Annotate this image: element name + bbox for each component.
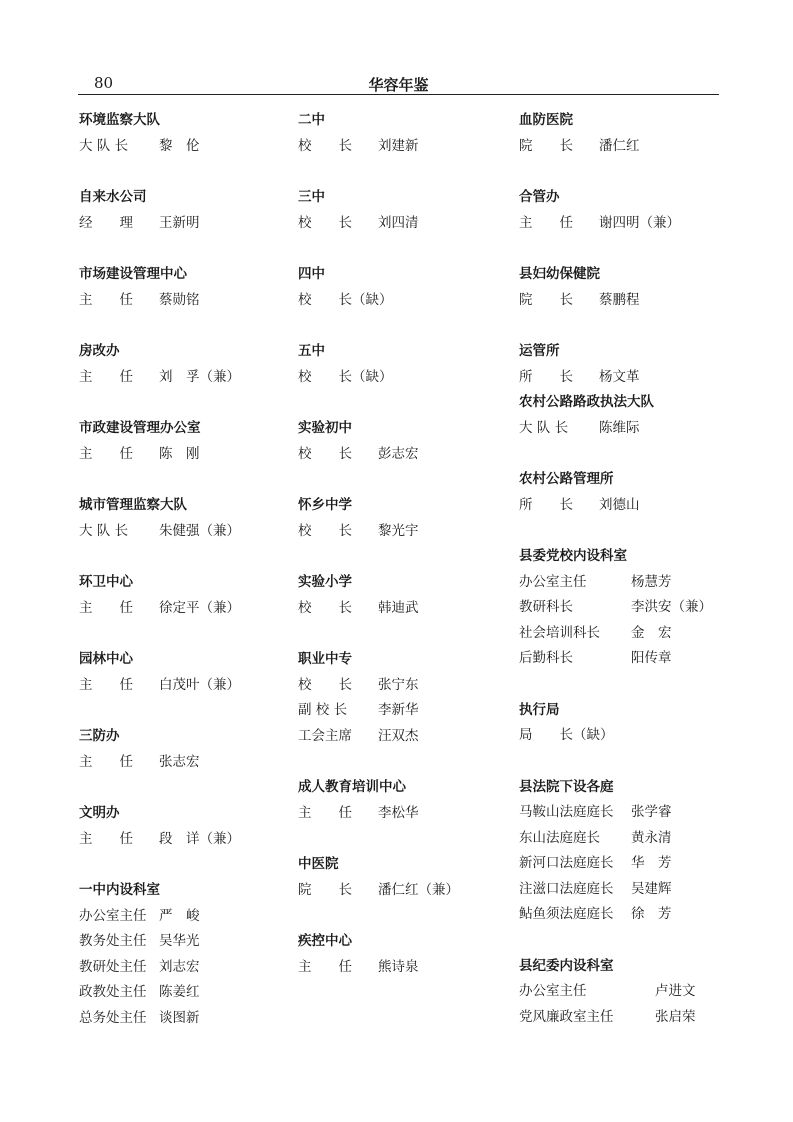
staff-name: 杨文革 [599,368,640,385]
staff-row [519,288,734,314]
staff-row [79,134,294,160]
staff-row [298,211,513,237]
staff-name: 吴华光 [159,933,200,949]
staff-role: 东山法庭庭长 [519,829,600,846]
staff-row [79,596,294,622]
staff-name: 张宁东 [378,676,419,693]
staff-name: 谢四明（兼） [599,214,680,231]
staff-role: 主 任 [79,599,133,616]
org-title: 血防医院 [519,112,573,128]
staff-role: 办公室主任 [519,573,587,590]
org-title: 农村公路管理所 [519,471,614,487]
org-section [519,185,734,236]
staff-row [79,750,294,776]
org-section [298,647,513,749]
staff-role: 新河口法庭庭长 [519,855,614,871]
org-section [519,262,734,313]
staff-role: 校 长（缺） [298,368,393,385]
column-2 [298,108,513,1006]
org-section [79,647,294,698]
staff-row [519,877,734,903]
staff-row [519,800,734,826]
staff-role: 教研处主任 [79,958,147,975]
staff-role: 注滋口法庭庭长 [519,880,614,897]
staff-row [79,519,294,545]
org-title: 自来水公司 [79,189,147,205]
staff-name: 朱健强（兼） [159,522,240,539]
staff-name: 徐 芳 [631,906,672,922]
staff-name: 李松华 [378,804,419,821]
org-title: 县纪委内设科室 [519,957,614,974]
column-1 [79,108,294,1057]
staff-row [298,698,513,724]
staff-row [79,365,294,391]
staff-row [79,1006,294,1032]
staff-role: 校 长 [298,599,352,616]
org-section [79,493,294,544]
staff-name: 段 详（兼） [159,830,240,847]
staff-role: 主 任 [79,830,133,847]
staff-row [298,288,513,314]
staff-name: 黎 伦 [159,137,200,154]
staff-row [519,646,734,672]
staff-name: 汪双杰 [378,727,419,744]
staff-role: 校 长 [298,522,352,539]
staff-role: 办公室主任 [79,907,147,924]
staff-row [519,723,734,749]
staff-role: 教研科长 [519,599,573,615]
staff-row [519,1005,734,1031]
staff-role: 党风廉政室主任 [519,1008,614,1025]
page-number: 80 [94,74,114,92]
staff-name: 刘志宏 [159,958,200,975]
staff-row [519,902,734,928]
org-section [79,724,294,775]
staff-name: 韩迪武 [378,599,419,616]
org-title: 县法院下设各庭 [519,778,614,795]
org-section [79,262,294,313]
org-title: 市政建设管理办公室 [79,420,201,436]
org-section [79,570,294,621]
staff-name: 吴建辉 [631,880,672,897]
staff-name: 徐定平（兼） [159,599,240,616]
staff-name: 陈维际 [599,419,640,436]
staff-row [298,878,513,904]
org-title: 县委党校内设科室 [519,548,627,564]
org-section [519,954,734,1031]
org-title: 实验小学 [298,574,352,590]
staff-role: 大 队 长 [519,419,569,436]
staff-name: 刘 孚（兼） [159,368,240,385]
org-section [519,775,734,928]
staff-role: 主 任 [79,368,133,385]
org-title: 成人教育培训中心 [298,779,406,795]
staff-name: 王新明 [159,214,200,231]
staff-role: 教务处主任 [79,933,147,949]
staff-name: 黎光宇 [378,522,419,539]
staff-role: 后勤科长 [519,650,573,666]
staff-role: 校 长 [298,445,352,462]
org-section [519,108,734,159]
staff-role: 主 任 [79,445,133,462]
staff-role: 主 任 [298,958,352,975]
org-section [298,416,513,467]
org-title: 运管所 [519,343,560,359]
staff-role: 马鞍山法庭庭长 [519,804,614,820]
staff-name: 张学睿 [631,804,672,820]
org-section [519,390,734,441]
staff-row [298,673,513,699]
org-title: 合管办 [519,189,560,205]
staff-row [79,288,294,314]
staff-row [519,595,734,621]
org-section [519,467,734,518]
staff-name: 张启荣 [655,1008,696,1025]
org-title: 园林中心 [79,651,133,667]
org-section [298,185,513,236]
staff-name: 谈图新 [159,1009,200,1026]
staff-row [519,416,734,442]
staff-row [298,801,513,827]
staff-row [519,570,734,596]
staff-row [298,365,513,391]
staff-row [79,904,294,930]
org-title: 五中 [298,343,325,359]
org-section [298,852,513,903]
staff-row [519,134,734,160]
staff-role: 局 长（缺） [519,727,614,743]
staff-role: 工会主席 [298,727,352,744]
page-header [78,74,719,96]
org-title: 一中内设科室 [79,882,160,898]
staff-role: 院 长 [519,137,573,154]
staff-role: 主 任 [79,753,133,770]
org-title: 四中 [298,266,325,282]
staff-role: 校 长 [298,137,352,154]
org-title: 县妇幼保健院 [519,266,600,282]
org-title: 职业中专 [298,651,352,667]
org-title: 文明办 [79,805,120,821]
staff-row [519,493,734,519]
staff-role: 院 长 [298,881,352,898]
staff-row [79,827,294,853]
staff-row [298,134,513,160]
org-section [519,698,734,749]
org-title: 实验初中 [298,420,352,436]
staff-role: 所 长 [519,368,573,385]
staff-role: 主 任 [79,291,133,308]
staff-role: 主 任 [298,804,352,821]
staff-name: 陈 刚 [159,445,200,462]
staff-role: 院 长 [519,291,573,308]
staff-role: 大 队 长 [79,522,129,539]
staff-name: 彭志宏 [378,445,419,462]
staff-row [79,929,294,955]
staff-row [519,211,734,237]
staff-role: 主 任 [519,214,573,231]
org-section [79,108,294,159]
staff-role: 总务处主任 [79,1009,147,1026]
org-title: 三防办 [79,728,120,744]
header-rule [78,94,719,95]
staff-row [519,826,734,852]
org-section [519,339,734,390]
staff-role: 经 理 [79,214,133,231]
org-title: 二中 [298,112,325,128]
staff-name: 阳传章 [631,650,672,666]
org-section [519,544,734,672]
staff-role: 副 校 长 [298,702,348,718]
staff-name: 蔡勋铭 [159,291,200,308]
org-section [79,416,294,467]
staff-name: 刘德山 [599,496,640,513]
staff-row [298,724,513,750]
column-3 [519,108,734,1056]
staff-name: 蔡鹏程 [599,291,640,308]
org-title: 房改办 [79,343,120,359]
staff-role: 社会培训科长 [519,624,600,641]
staff-row [298,442,513,468]
staff-row [519,979,734,1005]
staff-row [298,596,513,622]
staff-name: 严 峻 [159,907,200,924]
staff-name: 黄永清 [631,829,672,846]
org-title: 环境监察大队 [79,112,160,128]
org-title: 执行局 [519,701,560,718]
org-title: 中医院 [298,856,339,872]
staff-name: 杨慧芳 [631,573,672,590]
staff-name: 华 芳 [631,855,672,871]
staff-role: 所 长 [519,496,573,513]
staff-name: 李洪安（兼） [631,599,712,615]
staff-role: 大 队 长 [79,137,129,154]
staff-role: 办公室主任 [519,983,587,999]
org-title: 环卫中心 [79,574,133,590]
org-section [298,493,513,544]
org-title: 市场建设管理中心 [79,266,187,282]
org-section [298,929,513,980]
staff-role: 校 长 [298,676,352,693]
staff-row [519,621,734,647]
book-title: 华容年鉴 [368,76,429,94]
staff-row [79,673,294,699]
staff-role: 校 长（缺） [298,291,393,308]
org-section [298,262,513,313]
org-title: 疾控中心 [298,933,352,949]
staff-row [519,851,734,877]
staff-role: 政教处主任 [79,984,147,1000]
staff-row [298,519,513,545]
org-section [79,339,294,390]
staff-name: 金 宏 [631,624,672,641]
staff-role: 校 长 [298,214,352,231]
org-section [298,339,513,390]
staff-row [298,955,513,981]
staff-name: 陈姜红 [159,984,200,1000]
staff-row [79,980,294,1006]
staff-row [519,365,734,391]
org-section [298,108,513,159]
staff-name: 张志宏 [159,753,200,770]
staff-row [79,211,294,237]
org-title: 怀乡中学 [298,497,352,513]
staff-name: 白茂叶（兼） [159,676,240,693]
staff-name: 潘仁红 [599,137,640,154]
staff-row [79,442,294,468]
staff-row [79,955,294,981]
org-title: 三中 [298,189,325,205]
org-section [79,801,294,852]
staff-name: 刘建新 [378,137,419,154]
staff-name: 李新华 [378,702,419,718]
org-section [79,878,294,1031]
org-section [298,775,513,826]
org-section [298,570,513,621]
staff-role: 主 任 [79,676,133,693]
staff-name: 卢进文 [655,983,696,999]
org-title: 城市管理监察大队 [79,497,187,513]
staff-name: 熊诗泉 [378,958,419,975]
staff-name: 潘仁红（兼） [378,881,459,898]
org-title: 农村公路路政执法大队 [519,394,654,410]
staff-role: 鲇鱼须法庭庭长 [519,906,614,922]
org-section [79,185,294,236]
staff-name: 刘四清 [378,214,419,231]
